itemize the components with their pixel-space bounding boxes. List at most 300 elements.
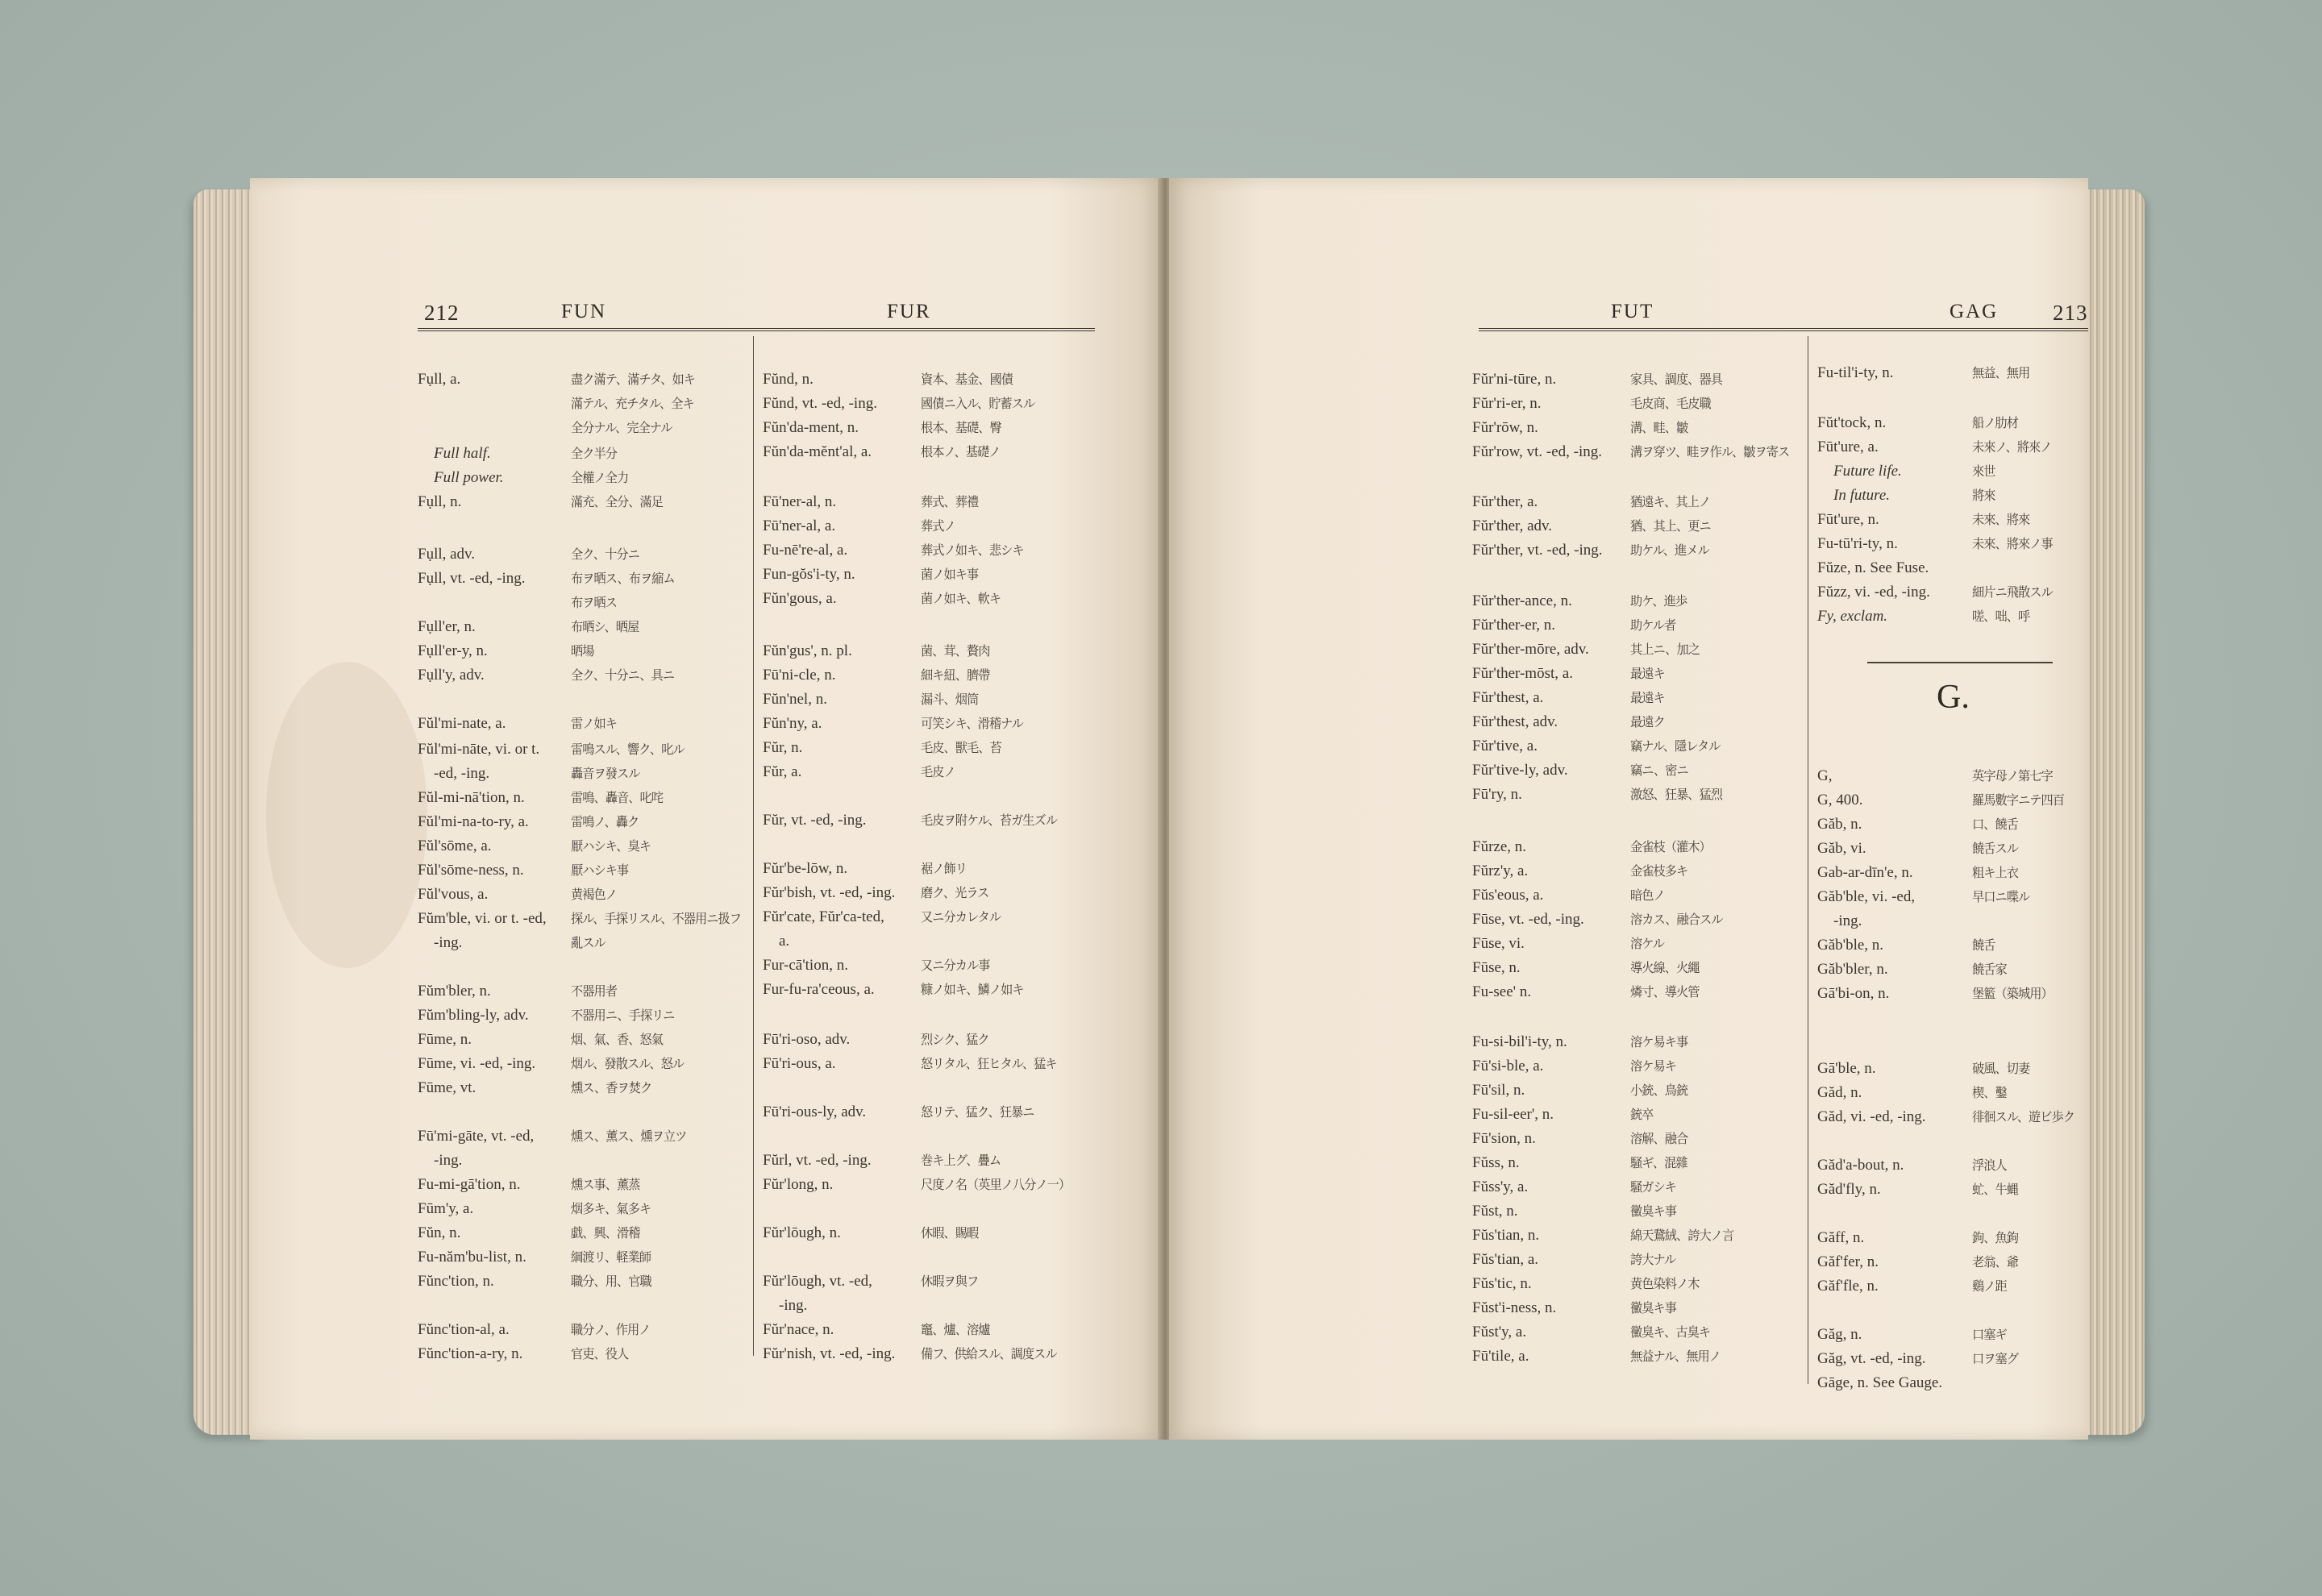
headword: Fŭrze, n. bbox=[1472, 838, 1527, 855]
dictionary-entry bbox=[1472, 541, 1803, 560]
japanese-definition: 全ク、十分ニ bbox=[571, 547, 639, 562]
headword: Fŭn, n. bbox=[418, 1224, 461, 1241]
japanese-definition: 金雀枝（灌木） bbox=[1630, 839, 1711, 854]
japanese-definition: 毛皮ヲ附ケル、苔ガ生ズル bbox=[921, 813, 1058, 828]
japanese-definition: 休暇、賜暇 bbox=[921, 1225, 979, 1241]
dictionary-entry bbox=[763, 1079, 1101, 1098]
headword: Fŭst'y, a. bbox=[1472, 1324, 1527, 1340]
headword: Fŭn'ny, a. bbox=[763, 715, 822, 732]
dictionary-entry bbox=[763, 787, 1101, 806]
headword: Fŭs'tian, n. bbox=[1472, 1227, 1540, 1244]
dictionary-entry bbox=[1817, 1108, 2088, 1127]
headword: Fụll'er-y, n. bbox=[418, 642, 488, 659]
japanese-definition: 無益ナル、無用ノ bbox=[1630, 1349, 1721, 1364]
headword: Full half. bbox=[434, 445, 491, 462]
japanese-definition: 溝ヲ穿ツ、畦ヲ作ル、皺ヲ寄ス bbox=[1630, 444, 1790, 459]
headword: Fŭrl, vt. -ed, -ing. bbox=[763, 1152, 872, 1169]
dictionary-entry bbox=[1472, 1178, 1803, 1197]
japanese-definition: 戯、興、滑稽 bbox=[571, 1225, 640, 1241]
headword: Găd'a-bout, n. bbox=[1817, 1157, 1904, 1174]
headword: Fūse, vi. bbox=[1472, 935, 1525, 952]
dictionary-entry bbox=[1472, 664, 1803, 684]
dictionary-entry bbox=[418, 982, 748, 1001]
dictionary-entry bbox=[1472, 1033, 1803, 1052]
japanese-definition: 堡籃（築城用） bbox=[1972, 986, 2053, 1001]
headword: Fū'mi-gāte, vt. -ed, bbox=[418, 1128, 535, 1145]
japanese-definition: 老翁、爺 bbox=[1972, 1254, 2019, 1270]
japanese-definition: 綱渡リ、軽業師 bbox=[571, 1249, 651, 1265]
headword: Fu-see' n. bbox=[1472, 983, 1532, 1000]
headword: Găg, vt. -ed, -ing. bbox=[1817, 1350, 1926, 1367]
dictionary-entry bbox=[1472, 809, 1803, 829]
japanese-definition: 溶ケ易キ事 bbox=[1630, 1034, 1688, 1049]
dictionary-entry bbox=[418, 493, 748, 512]
japanese-definition: 雷鳴、轟音、叱咤 bbox=[571, 790, 664, 805]
japanese-definition: 烟多キ、氣多キ bbox=[571, 1201, 651, 1216]
japanese-definition: 饒舌 bbox=[1972, 937, 1995, 953]
japanese-definition: 又ニ分カル事 bbox=[921, 958, 990, 973]
dictionary-entry bbox=[418, 714, 748, 734]
dictionary-entry bbox=[1817, 1253, 2088, 1272]
japanese-definition: 備フ、供給スル、調度スル bbox=[921, 1346, 1057, 1361]
dictionary-entry bbox=[1472, 1129, 1803, 1149]
japanese-definition: 烈シク、猛ク bbox=[921, 1032, 989, 1047]
column-divider bbox=[753, 336, 754, 1356]
japanese-definition: 職分、用、官職 bbox=[571, 1274, 651, 1289]
japanese-definition: 官吏、役人 bbox=[571, 1346, 629, 1361]
dictionary-entry bbox=[1817, 1204, 2088, 1224]
japanese-definition: 厭ハシキ、臭キ bbox=[571, 838, 651, 854]
japanese-definition: 溶ケ易キ bbox=[1630, 1058, 1677, 1074]
headword: Fu-nē're-al, a. bbox=[763, 542, 848, 559]
japanese-definition: 磨ク、光ラス bbox=[921, 885, 989, 900]
dictionary-entry bbox=[763, 394, 1101, 414]
dictionary-entry bbox=[1472, 1250, 1803, 1270]
headword: Găd, n. bbox=[1817, 1084, 1862, 1101]
headword: Fŭr, n. bbox=[763, 739, 803, 756]
dictionary-entry bbox=[1817, 438, 2088, 457]
japanese-definition: 怒リタル、狂ヒタル、猛キ bbox=[921, 1056, 1057, 1071]
japanese-definition: 將來 bbox=[1972, 488, 1995, 503]
dictionary-entry bbox=[1817, 1349, 2088, 1369]
japanese-definition: 雷ノ如キ bbox=[571, 716, 618, 731]
dictionary-entry bbox=[763, 763, 1101, 782]
dictionary-entry bbox=[1817, 767, 2088, 786]
japanese-definition: 未來、將來ノ事 bbox=[1972, 536, 2053, 551]
dictionary-entry bbox=[1817, 1325, 2088, 1345]
headword: Găg, n. bbox=[1817, 1326, 1862, 1343]
headword: Fŭr, vt. -ed, -ing. bbox=[763, 812, 867, 829]
headword: Găb, vi. bbox=[1817, 840, 1866, 857]
headword: Găb, n. bbox=[1817, 816, 1862, 833]
headword: Fŭl'vous, a. bbox=[418, 886, 489, 903]
section-divider bbox=[1867, 662, 2053, 663]
dictionary-entry bbox=[763, 1320, 1101, 1340]
japanese-definition: 糠ノ如キ、鱗ノ如キ bbox=[921, 982, 1024, 997]
japanese-definition: 家具、調度、器具 bbox=[1630, 372, 1723, 387]
japanese-definition: 滿充、全分、滿足 bbox=[571, 494, 664, 509]
japanese-definition: 英字母ノ第七字 bbox=[1972, 768, 2053, 783]
dictionary-entry bbox=[1817, 791, 2088, 810]
guide-word-right: GAG bbox=[1950, 301, 1999, 322]
headword: Gāge, n. See Gauge. bbox=[1817, 1374, 1943, 1391]
headword: Fŭr'tive, a. bbox=[1472, 738, 1538, 754]
headword: Fŭr'ther, a. bbox=[1472, 493, 1538, 510]
headword: -ing. bbox=[434, 1152, 463, 1169]
headword: Fŭn'nel, n. bbox=[763, 691, 827, 708]
japanese-definition: 其上ニ、加之 bbox=[1630, 642, 1700, 657]
dictionary-entry bbox=[418, 1175, 748, 1195]
headword: Fŭm'bler, n. bbox=[418, 983, 491, 1000]
headword: Fūme, vi. -ed, -ing. bbox=[418, 1055, 536, 1072]
right-page-column-1 bbox=[1472, 339, 1803, 1411]
japanese-definition: 葬式ノ如キ、悲シキ bbox=[921, 542, 1024, 558]
headword: Fūt'ure, n. bbox=[1817, 511, 1879, 528]
japanese-definition: 溶解、融合 bbox=[1630, 1131, 1688, 1146]
japanese-definition: 金雀枝多キ bbox=[1630, 863, 1688, 879]
headword: Fŭnd, vt. -ed, -ing. bbox=[763, 395, 877, 412]
japanese-definition: 晒場 bbox=[571, 643, 594, 659]
dictionary-entry bbox=[1472, 640, 1803, 659]
dictionary-entry bbox=[763, 1296, 1101, 1315]
headword: -ing. bbox=[1833, 912, 1862, 929]
dictionary-entry bbox=[1472, 1081, 1803, 1100]
headword: Future life. bbox=[1833, 463, 1902, 480]
dictionary-entry bbox=[418, 593, 748, 613]
dictionary-entry bbox=[763, 1272, 1101, 1291]
dictionary-entry bbox=[763, 1175, 1101, 1195]
dictionary-entry bbox=[1472, 565, 1803, 584]
headword: Fū'ri-oso, adv. bbox=[763, 1031, 851, 1048]
japanese-definition: 口、饒舌 bbox=[1972, 817, 2019, 832]
headword: Fur-fu-ra'ceous, a. bbox=[763, 981, 875, 998]
dictionary-entry bbox=[763, 956, 1101, 975]
japanese-definition: 綿天鵞絨、誇大ノ言 bbox=[1630, 1228, 1734, 1243]
dictionary-entry bbox=[1817, 1277, 2088, 1296]
dictionary-entry bbox=[1817, 960, 2088, 979]
japanese-definition: 探ル、手探リスル、不器用ニ扱フ bbox=[571, 911, 742, 926]
dictionary-entry bbox=[763, 1199, 1101, 1219]
dictionary-entry bbox=[763, 811, 1101, 830]
headword: Fụll, n. bbox=[418, 493, 462, 510]
dictionary-entry bbox=[1472, 418, 1803, 438]
headword: Fŭr'lōugh, vt. -ed, bbox=[763, 1273, 872, 1290]
dictionary-entry bbox=[418, 569, 748, 588]
japanese-definition: 細片ニ飛散スル bbox=[1972, 584, 2053, 600]
japanese-definition: 激怒、狂暴、猛烈 bbox=[1630, 787, 1723, 802]
dictionary-entry bbox=[1817, 1180, 2088, 1199]
page-number-left: 212 bbox=[424, 301, 460, 325]
headword: Fū'ner-al, a. bbox=[763, 517, 836, 534]
japanese-definition: 助ケル、進メル bbox=[1630, 542, 1709, 558]
headword: Fŭnc'tion, n. bbox=[418, 1273, 494, 1290]
japanese-definition: 厭ハシキ事 bbox=[571, 862, 629, 878]
dictionary-entry bbox=[763, 666, 1101, 685]
japanese-definition: 猶遠キ、其上ノ bbox=[1630, 494, 1711, 509]
headword: Fŭr'ther-mōre, adv. bbox=[1472, 641, 1589, 658]
dictionary-entry bbox=[418, 813, 748, 832]
headword: Fŭr, a. bbox=[763, 763, 802, 780]
japanese-definition: 毛皮商、毛皮職 bbox=[1630, 396, 1711, 411]
japanese-definition: 饒舌スル bbox=[1972, 841, 2019, 856]
dictionary-entry bbox=[1472, 737, 1803, 756]
headword: G, bbox=[1817, 767, 1833, 784]
headword: Fŭl'mi-nāte, vi. or t. bbox=[418, 741, 540, 758]
dictionary-entry bbox=[418, 788, 748, 808]
dictionary-entry bbox=[418, 1296, 748, 1315]
headword: Fŭr'be-lōw, n. bbox=[763, 860, 848, 877]
dictionary-entry bbox=[418, 764, 748, 783]
headword: G, 400. bbox=[1817, 792, 1863, 808]
japanese-definition: 小銃、鳥銃 bbox=[1630, 1083, 1688, 1098]
japanese-definition: 早口ニ喋ル bbox=[1972, 889, 2030, 904]
japanese-definition: 又ニ分カレタル bbox=[921, 909, 1001, 925]
dictionary-entry bbox=[418, 1127, 748, 1146]
dictionary-entry bbox=[418, 740, 748, 759]
japanese-definition: 溶カス、融合スル bbox=[1630, 912, 1723, 927]
dictionary-entry bbox=[1817, 936, 2088, 955]
japanese-definition: 資本、基金、國債 bbox=[921, 372, 1013, 387]
headword: Fŭzz, vi. -ed, -ing. bbox=[1817, 584, 1930, 601]
headword: Găff, n. bbox=[1817, 1229, 1865, 1246]
japanese-definition: 徘徊スル、遊ビ歩ク bbox=[1972, 1109, 2075, 1124]
header-rule bbox=[418, 328, 1095, 331]
paper-stain bbox=[266, 662, 427, 968]
headword: Fŭl'sōme-ness, n. bbox=[418, 862, 524, 879]
japanese-definition: 導火線、火繩 bbox=[1630, 960, 1700, 975]
headword: Fū'ri-ous-ly, adv. bbox=[763, 1103, 867, 1120]
dictionary-entry bbox=[1817, 887, 2088, 907]
dictionary-entry bbox=[763, 980, 1101, 1000]
japanese-definition: 無益、無用 bbox=[1972, 365, 2030, 380]
headword: Fū'ni-cle, n. bbox=[763, 667, 836, 684]
japanese-definition: 轟音ヲ發スル bbox=[571, 766, 640, 781]
headword: a. bbox=[779, 933, 790, 950]
headword: Fŭt'tock, n. bbox=[1817, 414, 1887, 431]
headword: Fū'tile, a. bbox=[1472, 1348, 1529, 1365]
headword: Fŭr'ri-er, n. bbox=[1472, 395, 1542, 412]
japanese-definition: 虻、牛蝿 bbox=[1972, 1182, 2019, 1197]
japanese-definition: 職分ノ、作用ノ bbox=[571, 1322, 651, 1337]
dictionary-entry bbox=[763, 932, 1101, 951]
headword: Fŭnc'tion-al, a. bbox=[418, 1321, 510, 1338]
dictionary-entry bbox=[418, 1199, 748, 1219]
dictionary-entry bbox=[418, 370, 748, 389]
dictionary-entry bbox=[418, 517, 748, 536]
japanese-definition: 烟ル、發散スル、怒ル bbox=[571, 1056, 685, 1071]
headword: Fūm'y, a. bbox=[418, 1200, 474, 1217]
headword: Fu-til'i-ty, n. bbox=[1817, 364, 1894, 381]
headword: Fū'ner-al, n. bbox=[763, 493, 837, 510]
headword: Fū'sil, n. bbox=[1472, 1082, 1525, 1099]
dictionary-entry bbox=[1472, 761, 1803, 780]
japanese-definition: 黴臭キ事 bbox=[1630, 1203, 1677, 1219]
dictionary-entry bbox=[1817, 815, 2088, 834]
japanese-definition: 來世 bbox=[1972, 463, 1995, 479]
dictionary-entry bbox=[1817, 414, 2088, 433]
dictionary-entry bbox=[763, 493, 1101, 512]
japanese-definition: 銃卒 bbox=[1630, 1107, 1654, 1122]
dictionary-entry bbox=[1472, 1105, 1803, 1124]
headword: Fụll'y, adv. bbox=[418, 667, 485, 684]
headword: Fŭst, n. bbox=[1472, 1203, 1518, 1220]
dictionary-entry bbox=[1817, 607, 2088, 626]
headword: -ing. bbox=[434, 934, 463, 951]
dictionary-entry bbox=[418, 1248, 748, 1267]
guide-word-right: FUR bbox=[887, 301, 931, 322]
japanese-definition: 葬式、葬禮 bbox=[921, 494, 979, 509]
dictionary-entry bbox=[763, 1151, 1101, 1170]
japanese-definition: 船ノ肋材 bbox=[1972, 415, 2019, 430]
dictionary-entry bbox=[763, 1054, 1101, 1074]
dictionary-entry bbox=[418, 617, 748, 637]
dictionary-entry bbox=[1817, 1059, 2088, 1079]
headword: Găb'bler, n. bbox=[1817, 961, 1888, 978]
japanese-definition: 布ヲ晒ス bbox=[571, 595, 618, 610]
dictionary-entry bbox=[1472, 837, 1803, 857]
dictionary-entry bbox=[418, 861, 748, 880]
headword: Fu-năm'bu-list, n. bbox=[418, 1249, 526, 1266]
dictionary-entry bbox=[1817, 364, 2088, 383]
guide-word-left: FUN bbox=[561, 301, 607, 322]
headword: Fū'si-ble, a. bbox=[1472, 1058, 1544, 1074]
headword: Fŭss'y, a. bbox=[1472, 1178, 1529, 1195]
japanese-definition: 鉤、魚鉤 bbox=[1972, 1230, 2019, 1245]
headword: Fūme, n. bbox=[418, 1031, 472, 1048]
dictionary-entry bbox=[763, 1345, 1101, 1364]
dictionary-entry bbox=[763, 467, 1101, 486]
headword: Fŭr'thest, a. bbox=[1472, 689, 1544, 706]
dictionary-entry bbox=[1472, 1274, 1803, 1294]
japanese-definition: 最遠キ bbox=[1630, 666, 1665, 681]
dictionary-entry bbox=[1472, 1226, 1803, 1245]
dictionary-entry bbox=[1472, 493, 1803, 512]
dictionary-entry bbox=[763, 370, 1101, 389]
japanese-definition: 破風、切妻 bbox=[1972, 1061, 2030, 1076]
headword: Găb'ble, vi. -ed, bbox=[1817, 888, 1916, 905]
japanese-definition: 最遠キ bbox=[1630, 690, 1665, 705]
headword: Fŭnd, n. bbox=[763, 371, 814, 388]
japanese-definition: 滿テル、充チタル、全キ bbox=[571, 396, 694, 411]
dictionary-entry bbox=[763, 835, 1101, 854]
headword: Fūse, n. bbox=[1472, 959, 1521, 976]
dictionary-entry bbox=[1472, 1007, 1803, 1026]
section-letter: G. bbox=[1937, 679, 1970, 716]
dictionary-entry bbox=[418, 1030, 748, 1049]
page-number-right: 213 bbox=[2053, 301, 2088, 325]
japanese-definition: 鷄ノ距 bbox=[1972, 1278, 2007, 1294]
japanese-definition: 嗟、咄、呼 bbox=[1972, 609, 2030, 624]
japanese-definition: 不器用者 bbox=[571, 983, 618, 999]
dictionary-entry bbox=[418, 444, 748, 463]
dictionary-entry bbox=[418, 885, 748, 904]
japanese-definition: 巻キ上グ、疊ム bbox=[921, 1153, 1001, 1168]
dictionary-entry bbox=[1472, 1057, 1803, 1076]
dictionary-entry bbox=[1817, 1156, 2088, 1175]
dictionary-entry bbox=[763, 443, 1101, 462]
dictionary-entry bbox=[1817, 1374, 2088, 1393]
japanese-definition: 布ヲ晒ス、布ヲ縮ム bbox=[571, 571, 675, 586]
japanese-definition: 燻ス、香ヲ焚ク bbox=[571, 1080, 652, 1095]
japanese-definition: 菌ノ如キ事 bbox=[921, 567, 979, 582]
dictionary-entry bbox=[763, 1030, 1101, 1049]
headword: Fu-si-bil'i-ty, n. bbox=[1472, 1033, 1567, 1050]
headword: Fūt'ure, a. bbox=[1817, 438, 1879, 455]
headword: Fŭr'nish, vt. -ed, -ing. bbox=[763, 1345, 896, 1362]
dictionary-entry bbox=[763, 565, 1101, 584]
japanese-definition: 楔、鑿 bbox=[1972, 1085, 2007, 1100]
dictionary-entry bbox=[418, 545, 748, 564]
guide-word-left: FUT bbox=[1611, 301, 1654, 322]
dictionary-entry bbox=[1817, 486, 2088, 505]
headword: Fụll, adv. bbox=[418, 546, 476, 563]
dictionary-entry bbox=[418, 418, 748, 438]
japanese-definition: 猶、其上、更ニ bbox=[1630, 518, 1711, 534]
headword: Fŭr'cate, Fŭr'ca-ted, bbox=[763, 908, 884, 925]
dictionary-entry bbox=[1472, 592, 1803, 611]
left-page-column-2 bbox=[763, 339, 1101, 1387]
headword: Gā'ble, n. bbox=[1817, 1060, 1876, 1077]
dictionary-entry bbox=[1817, 912, 2088, 931]
japanese-definition: 怒リテ、猛ク、狂暴ニ bbox=[921, 1104, 1034, 1120]
dictionary-entry bbox=[1817, 534, 2088, 554]
headword: Fūme, vt. bbox=[418, 1079, 476, 1096]
headword: Fŭn'da-mĕnt'al, a. bbox=[763, 443, 872, 460]
japanese-definition: 菌ノ如キ、軟キ bbox=[921, 591, 1001, 606]
headword: Fŭn'da-ment, n. bbox=[763, 419, 859, 436]
japanese-definition: 誇大ナル bbox=[1630, 1252, 1676, 1267]
japanese-definition: 助ケル者 bbox=[1630, 617, 1676, 633]
dictionary-entry bbox=[418, 933, 748, 953]
headword: Fur-cā'tion, n. bbox=[763, 957, 848, 974]
dictionary-entry bbox=[763, 714, 1101, 734]
dictionary-entry bbox=[1472, 862, 1803, 881]
dictionary-entry bbox=[763, 690, 1101, 709]
dictionary-entry bbox=[1472, 983, 1803, 1002]
dictionary-entry bbox=[418, 1272, 748, 1291]
headword: Fu-mi-gā'tion, n. bbox=[418, 1176, 521, 1193]
dictionary-entry bbox=[1817, 1301, 2088, 1320]
dictionary-entry bbox=[1817, 839, 2088, 858]
japanese-definition: 粗キ上衣 bbox=[1972, 865, 2019, 880]
japanese-definition: 裾ノ飾リ bbox=[921, 861, 968, 876]
dictionary-entry bbox=[418, 394, 748, 414]
japanese-definition: 黴臭キ事 bbox=[1630, 1300, 1677, 1315]
headword: Fu-tū'ri-ty, n. bbox=[1817, 535, 1898, 552]
dictionary-entry bbox=[763, 738, 1101, 758]
japanese-definition: 未來ノ、將來ノ bbox=[1972, 439, 2052, 455]
japanese-definition: 黄色染料ノ木 bbox=[1630, 1276, 1700, 1291]
dictionary-entry bbox=[763, 1224, 1101, 1243]
japanese-definition: 未來、將來 bbox=[1972, 512, 2030, 527]
japanese-definition: 燻ス事、薰蒸 bbox=[571, 1177, 640, 1192]
headword: Fŭr'bish, vt. -ed, -ing. bbox=[763, 884, 896, 901]
headword: Fŭr'ther-mōst, a. bbox=[1472, 665, 1573, 682]
japanese-definition: 燻ス、薰ス、燻ヲ立ツ bbox=[571, 1128, 687, 1144]
dictionary-entry bbox=[763, 908, 1101, 927]
headword: Gab-ar-dīn'e, n. bbox=[1817, 864, 1913, 881]
japanese-definition: 根本、基礎、臀 bbox=[921, 420, 1001, 435]
headword: Fūse, vt. -ed, -ing. bbox=[1472, 911, 1584, 928]
dictionary-entry bbox=[1817, 1008, 2088, 1028]
dictionary-entry bbox=[418, 909, 748, 929]
japanese-definition: 休暇ヲ與フ bbox=[921, 1274, 979, 1289]
dictionary-entry bbox=[1472, 934, 1803, 954]
dictionary-entry bbox=[418, 1054, 748, 1074]
dictionary-entry bbox=[1472, 370, 1803, 389]
headword: Fŭn'gus', n. pl. bbox=[763, 642, 852, 659]
dictionary-entry bbox=[1472, 616, 1803, 635]
